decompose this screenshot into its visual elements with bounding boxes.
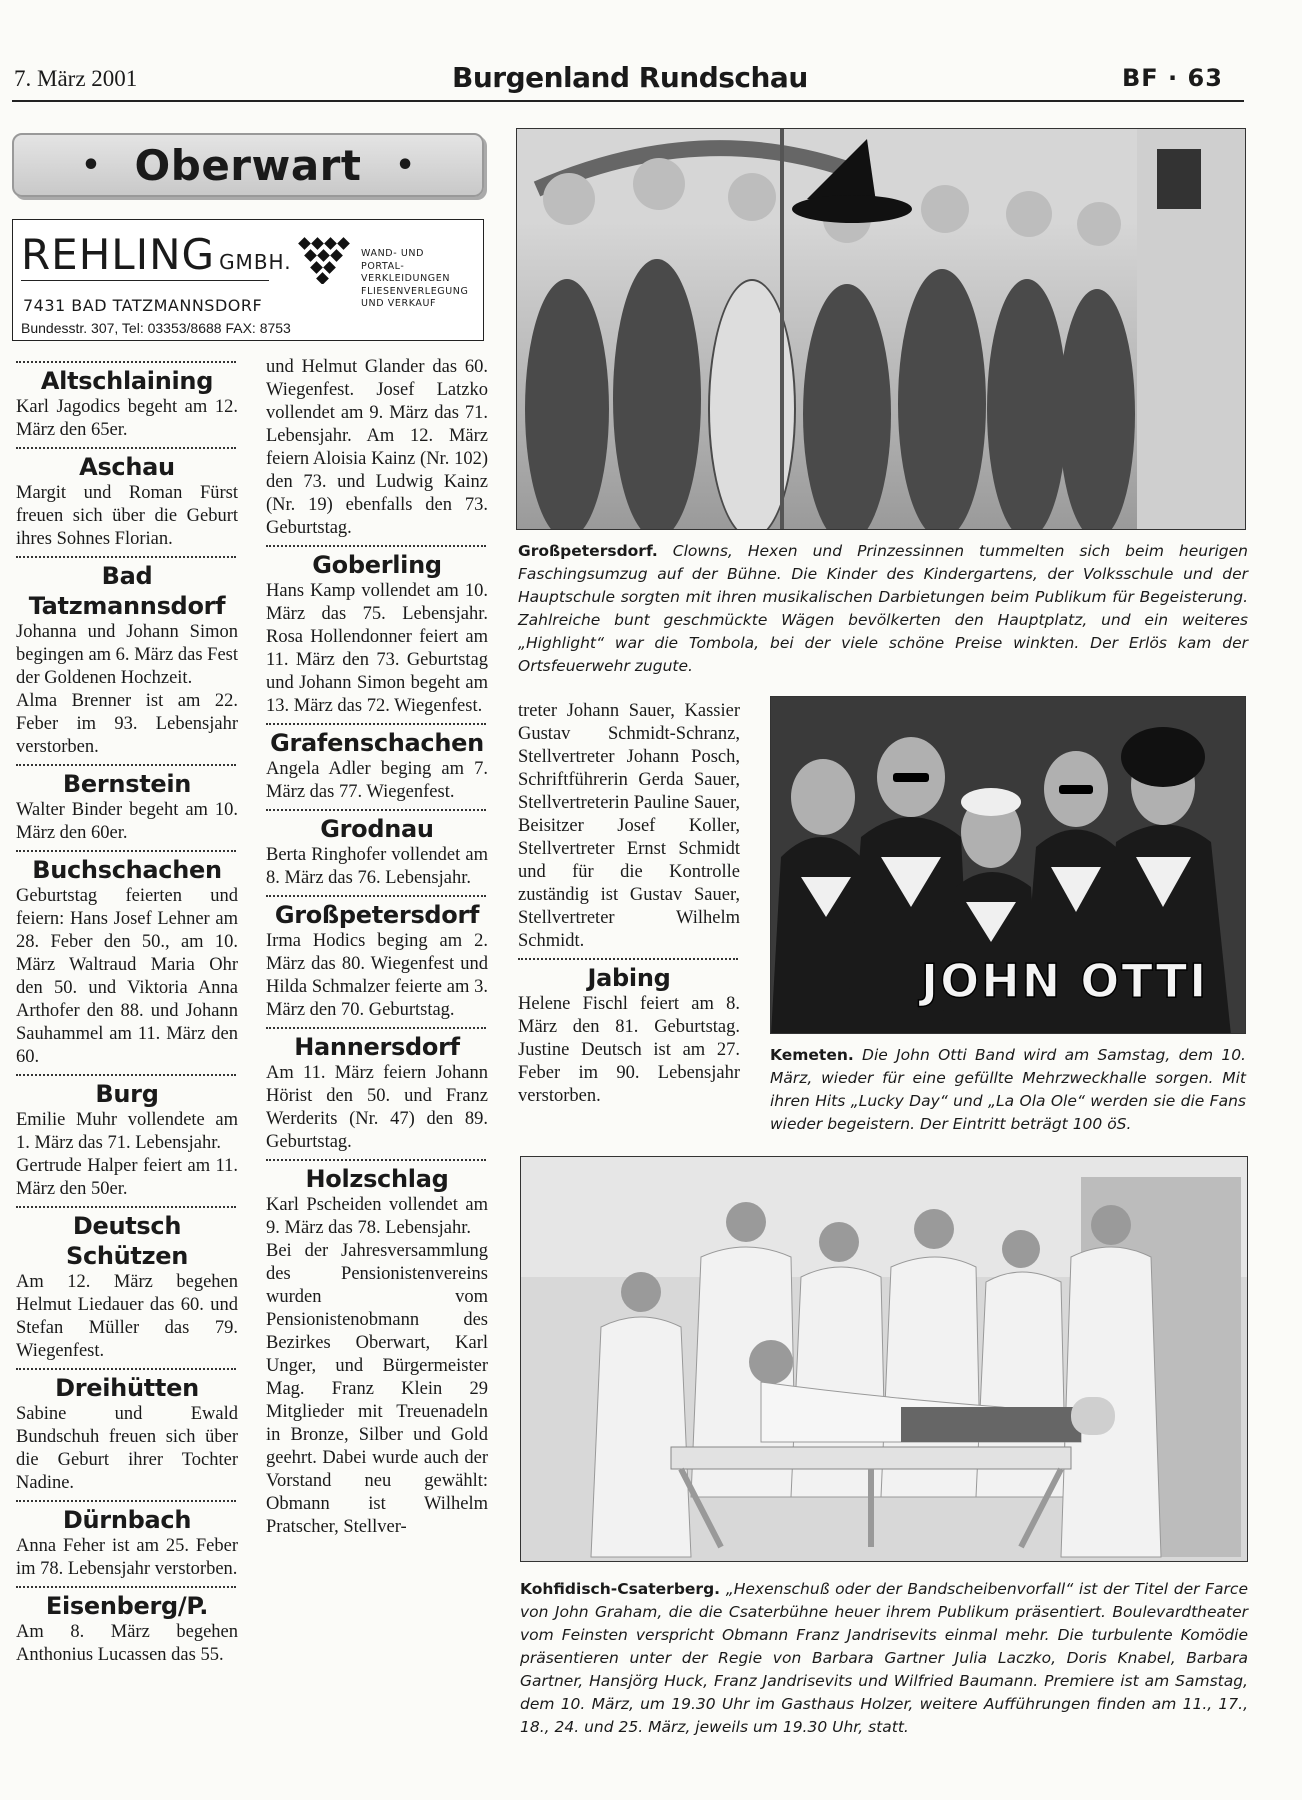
tile-logo-icon [291,236,353,284]
ad-rule [21,280,269,281]
caption-lead: Kohfidisch-Csaterberg. [520,1580,721,1598]
place-heading: Bernstein [62,770,192,798]
section-title: Oberwart [134,140,362,190]
place-heading: Eisenberg/P. [45,1592,209,1620]
entry-text: Alma Brenner ist am 22. Feber im 93. Lebensjahr verstorben. [16,691,238,757]
dotted-separator [16,1206,236,1208]
caption-text: Clowns, Hexen und Prinzessinnen tummelten sich beim heurigen Faschingsumzug auf der Bühne. Die Kinder des Kindergartens, der Volksschule und der Hauptschule sorgten mit ihren musikalischen Darbietungen beim Publikum für Begeisterung. Zahlreiche bunt geschmückte Wägen bevölkerten den Hauptplatz, und ein weiteres „Highlight“ war die Tombola, bei der viele schöne Preise winkten. Der Erlös kam der Ortsfeuerwehr zugute. [518,542,1248,675]
dotted-separator [266,545,486,547]
dotted-separator [266,1159,486,1161]
entry-text: Am 8. März begehen Anthonius Lucassen das 55. [16,1622,238,1665]
dotted-separator [16,1368,236,1370]
caption-theatre [520,1578,1248,1739]
place-heading: Jabing [587,964,671,992]
column-3 [518,700,740,1108]
entry-text: Sabine und Ewald Bundschuh freuen sich über die Geburt ihrer Tochter Nadine. [16,1404,238,1493]
entry-text: Johanna und Johann Simon begingen am 6. März das Fest der Goldenen Hochzeit. [16,622,238,688]
place-heading: Dürnbach [62,1506,192,1534]
ad-brand [21,230,292,279]
issue-date: 7. März 2001 [14,66,138,91]
banner-bullet-left: • [81,147,101,183]
caption-text: Die John Otti Band wird am Samstag, dem 10. März, wieder für eine gefüllte Mehrzweckhalle sorgen. Mit ihren Hits „Lucky Day“ und „La Ola Ole“ werden sie die Fans wieder begeistern. Der Eintritt beträgt 100 öS. [770,1046,1246,1133]
section-banner [12,133,484,197]
dotted-separator [16,1586,236,1588]
ad-address: 7431 BAD TATZMANNSDORF [23,296,263,315]
place-heading: Grodnau [320,815,434,843]
entry-text: Bei der Jahresversammlung des Pensionistenvereins wurden vom Pensionistenobmann des Bezirkes Oberwart, Karl Unger, und Bürgermeister Mag. Franz Klein 29 Mitglieder mit Treuenadeln in Bronze, Silber und Gold geehrt. Dabei wurde auch der Vorstand neu gewählt: Obmann ist Wilhelm Pratscher, Stellver- [266,1241,488,1537]
place-heading: Bad Tatzmannsdorf [28,562,226,620]
dotted-separator [16,361,236,363]
dotted-separator [16,1074,236,1076]
entry-text: und Helmut Glander das 60. Wiegenfest. Josef Latzko vollendet am 9. März das 71. Lebensjahr. Am 12. März feiern Aloisia Kainz (Nr. 102) den 73. und Ludwig Kainz (Nr. 19) ebenfalls den 73. Geburtstag. [266,357,488,538]
dotted-separator [16,556,236,558]
place-heading: Hannersdorf [294,1033,460,1061]
place-heading: Altschlaining [40,367,214,395]
dotted-separator [266,1027,486,1029]
dotted-separator [16,1500,236,1502]
caption-band [770,1044,1246,1136]
ad-service-line: FLIESENVERLEGUNG [361,285,469,297]
place-heading: Goberling [312,551,442,579]
ad-brand-name: REHLING [21,230,216,279]
place-heading: Grafenschachen [270,729,484,757]
entry-text: Karl Pscheiden vollendet am 9. März das 78. Lebensjahr. [266,1195,488,1238]
band-logo-text: JOHN OTTI [921,954,1209,1008]
dotted-separator [16,764,236,766]
ad-service-line: PORTAL- [361,260,405,272]
entry-text: Am 11. März feiern Johann Hörist den 50. und Franz Werderits (Nr. 47) den 89. Geburtstag. [266,1063,488,1152]
entry-text: Emilie Muhr vollendete am 1. März das 71. Lebensjahr. [16,1110,238,1153]
newspaper-title: Burgenland Rundschau [452,61,808,94]
ad-brand-suffix: GMBH. [219,250,292,274]
place-heading: Aschau [79,453,175,481]
dotted-separator [518,958,738,960]
entry-text: Margit und Roman Fürst freuen sich über die Geburt ihres Sohnes Florian. [16,483,238,549]
ad-service-line: VERKLEIDUNGEN [361,273,451,284]
photo-john-otti-band [770,696,1246,1034]
ad-phone: Bundesstr. 307, Tel: 03353/8688 FAX: 8753 [21,320,291,336]
dotted-separator [266,809,486,811]
page-number: BF · 63 [1122,64,1223,92]
place-heading: Dreihütten [55,1374,199,1402]
ad-service-line: WAND- UND [361,248,425,259]
ad-services [361,248,481,311]
entry-text: Angela Adler beging am 7. März das 77. Wiegenfest. [266,759,488,802]
entry-text: Karl Jagodics begeht am 12. März den 65er. [16,397,238,440]
place-heading: Deutsch Schützen [65,1212,189,1270]
entry-text: Irma Hodics beging am 2. März das 80. Wiegenfest und Hilda Schmalzer feierte am 3. März den 70. Geburtstag. [266,931,488,1020]
entry-text: Walter Binder begeht am 10. März den 60er. [16,800,238,843]
caption-text: „Hexenschuß oder der Bandscheibenvorfall“ ist der Titel der Farce von John Graham, die die Csaterbühne heuer ihrem Publikum präsentiert. Boulevardtheater vom Feinsten verspricht Obmann Franz Jandrisevits einmal mehr. Die turbulente Komödie präsentieren unter der Regie von Barbara Gartner Julia Laczko, Doris Knabel, Barbara Gartner, Hansjörg Huck, Franz Jandrisevits und Wilfried Baumann. Premiere ist am Samstag, dem 10. März, um 19.30 Uhr im Gasthaus Holzer, weitere Aufführungen finden am 11., 17., 18., 24. und 25. März, jeweils um 19.30 Uhr, statt. [520,1580,1248,1736]
entry-text: Helene Fischl feiert am 8. März den 81. Geburtstag. Justine Deutsch ist am 27. Feber im 90. Lebensjahr verstorben. [518,994,740,1106]
caption-lead: Großpetersdorf. [518,542,658,560]
caption-carnival [518,540,1248,678]
dotted-separator [266,895,486,897]
photo-carnival-children [516,128,1246,530]
place-heading: Großpetersdorf [274,901,480,929]
ad-service-line: UND VERKAUF [361,298,437,309]
entry-text: Berta Ringhofer vollendet am 8. März das 76. Lebensjahr. [266,845,488,888]
dotted-separator [16,850,236,852]
dotted-separator [266,723,486,725]
entry-text: Am 12. März begehen Helmut Liedauer das 60. und Stefan Müller das 79. Wiegenfest. [16,1272,238,1361]
place-heading: Burg [95,1080,159,1108]
header-rule [12,100,1244,102]
place-heading: Holzschlag [305,1165,449,1193]
place-heading: Buchschachen [32,856,222,884]
photo-theatre-group [520,1156,1248,1562]
banner-bullet-right: • [395,147,415,183]
caption-lead: Kemeten. [770,1046,854,1064]
entry-text: Anna Feher ist am 25. Feber im 78. Lebensjahr verstorben. [16,1536,238,1579]
entry-text: Geburtstag feierten und feiern: Hans Josef Lehner am 28. Feber den 50., am 10. März Waltraud Maria Ohr den 50. und Viktoria Anna Arthofer den 88. und Johann Sauhammel am 11. März den 60. [16,886,238,1067]
entry-text: Hans Kamp vollendet am 10. März das 75. Lebensjahr. Rosa Hollendonner feiert am 11. März den 73. Geburtstag und Johann Simon begeht am 13. März das 72. Wiegenfest. [266,581,488,716]
dotted-separator [16,447,236,449]
advertisement [12,219,484,341]
entry-text: Gertrude Halper feiert am 11. März den 50er. [16,1156,238,1199]
column-2 [266,356,488,1539]
entry-text: treter Johann Sauer, Kassier Gustav Schmidt-Schranz, Stellvertreter Johann Posch, Schriftführerin Gerda Sauer, Stellvertreterin Pauline Sauer, Beisitzer Josef Koller, Stellvertreter Ernst Schmidt und für die Kontrolle zuständig ist Gustav Sauer, Stellvertreter Wilhelm Schmidt. [518,701,740,951]
column-1 [16,356,238,1667]
